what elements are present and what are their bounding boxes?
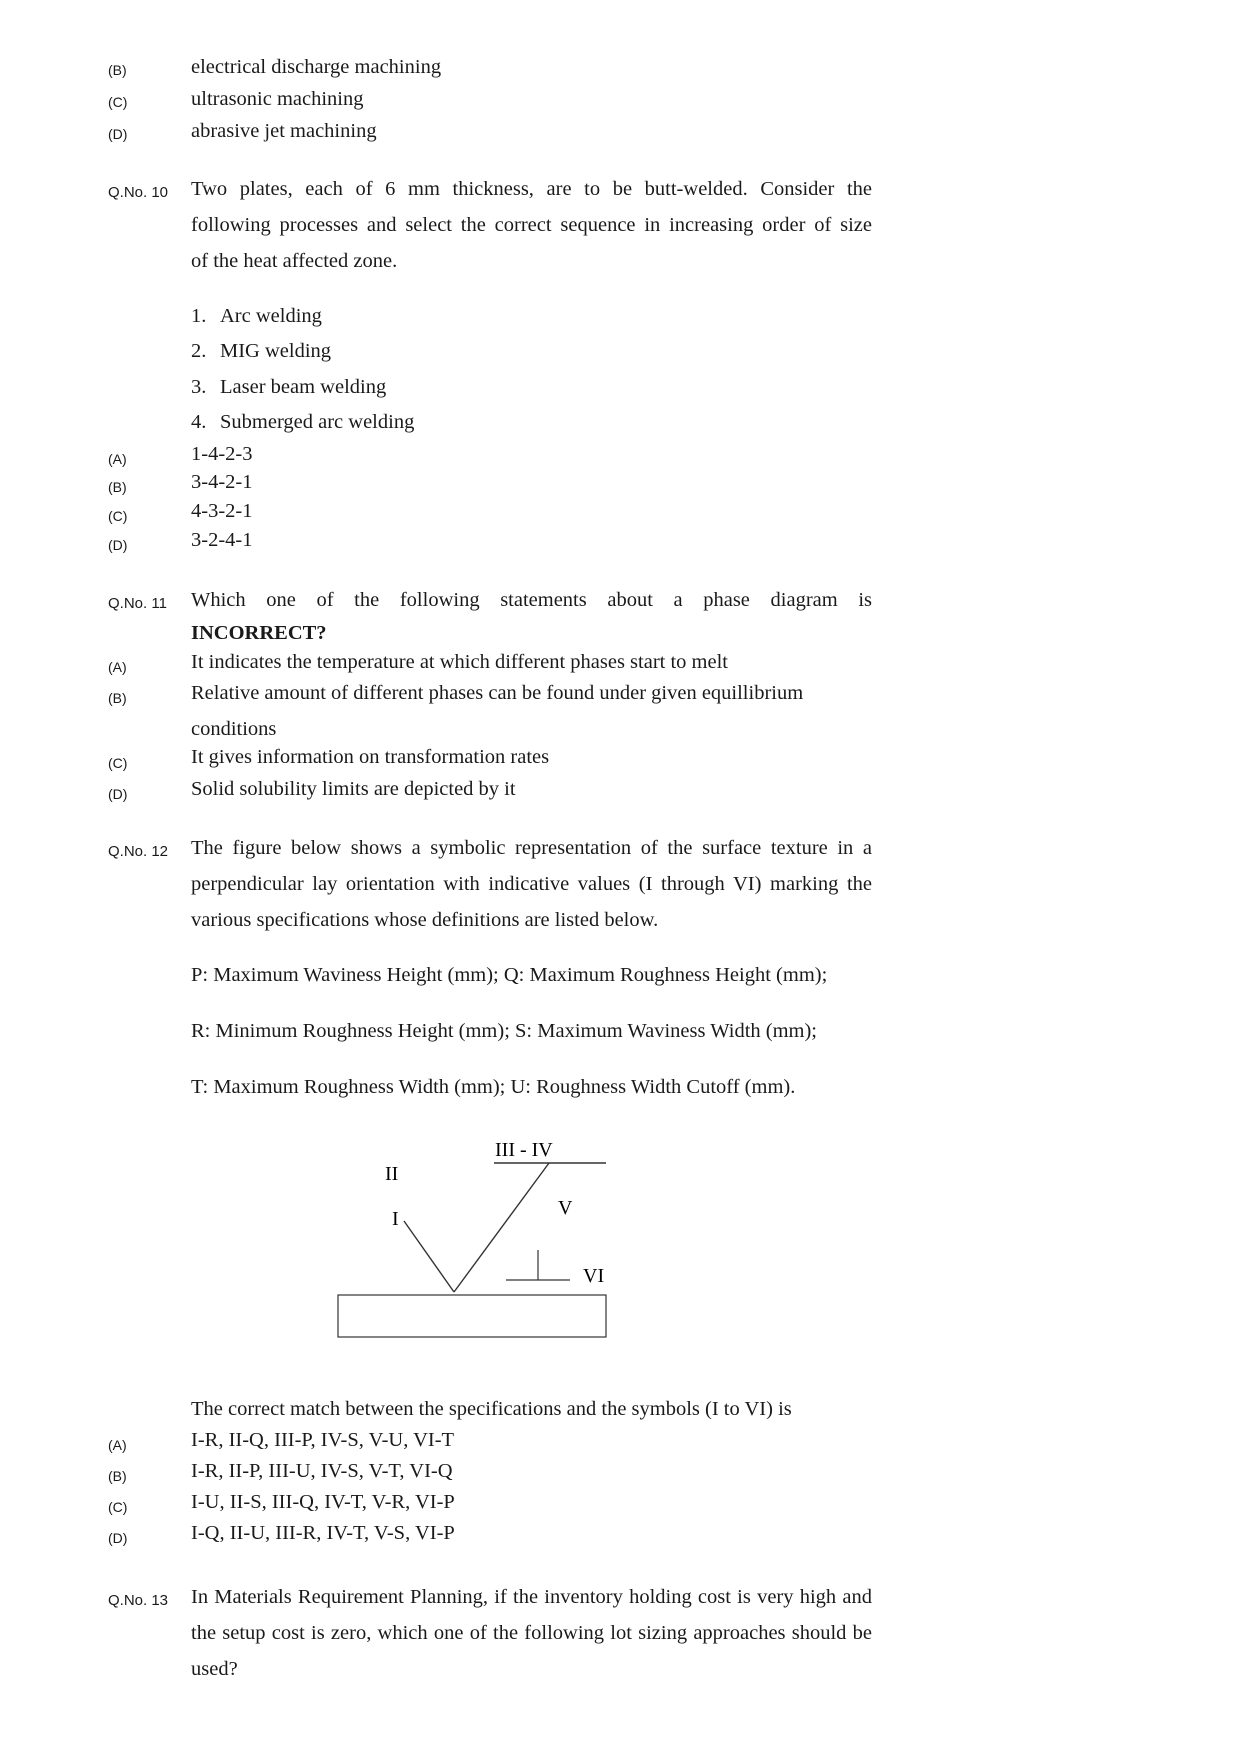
- question-text-line: In Materials Requirement Planning, if the inventory holding cost is very high and: [191, 1586, 872, 1608]
- list-item: [191, 411, 414, 434]
- option-text: I-U, II-S, III-Q, IV-T, V-R, VI-P: [191, 1491, 455, 1513]
- figure-label-vi: VI: [583, 1265, 605, 1287]
- question-text-line: used?: [191, 1658, 238, 1680]
- option-text: 4-3-2-1: [191, 500, 253, 522]
- option-text: electrical discharge machining: [191, 56, 442, 78]
- option-text: 3-2-4-1: [191, 529, 253, 551]
- list-item-number: 1.: [191, 305, 207, 327]
- figure-label-iii-iv: III - IV: [495, 1139, 553, 1161]
- option-label: (C): [108, 1499, 128, 1515]
- question-text-line: The figure below shows a symbolic representation of the surface texture in a: [191, 837, 872, 859]
- question-text-line: Which one of the following statements about a phase diagram is: [191, 589, 872, 611]
- question-number: Q.No. 12: [108, 843, 169, 860]
- option-label: (D): [108, 126, 128, 142]
- option-label: (A): [108, 659, 127, 675]
- option-text-continued: conditions: [191, 718, 277, 740]
- list-item: [191, 305, 322, 328]
- option-label: (B): [108, 62, 127, 78]
- option-label: (B): [108, 479, 127, 495]
- list-item-number: 2.: [191, 340, 207, 362]
- question-emphasis: INCORRECT?: [191, 622, 327, 644]
- definition-line: R: Minimum Roughness Height (mm); S: Maximum Waviness Width (mm);: [191, 1020, 818, 1042]
- match-prompt: The correct match between the specifications and the symbols (I to VI) is: [191, 1398, 792, 1420]
- option-text: I-R, II-P, III-U, IV-S, V-T, VI-Q: [191, 1460, 453, 1482]
- list-item-text: Arc welding: [220, 305, 322, 327]
- option-text: It gives information on transformation rates: [191, 746, 550, 768]
- figure-label-v: V: [558, 1197, 573, 1219]
- question-text-line: following processes and select the correct sequence in increasing order of size: [191, 214, 872, 236]
- option-label: (D): [108, 1530, 128, 1546]
- symbol-short-leg: [404, 1221, 454, 1292]
- option-label: (A): [108, 1437, 127, 1453]
- symbol-long-leg: [454, 1163, 549, 1292]
- definition-line: P: Maximum Waviness Height (mm); Q: Maximum Roughness Height (mm);: [191, 964, 828, 986]
- option-text: It indicates the temperature at which different phases start to melt: [191, 651, 728, 673]
- option-label: (D): [108, 537, 128, 553]
- option-label: (A): [108, 451, 127, 467]
- list-item-text: Laser beam welding: [220, 376, 387, 398]
- question-number: Q.No. 10: [108, 184, 169, 201]
- question-text-line: various specifications whose definitions are listed below.: [191, 909, 659, 931]
- question-number: Q.No. 13: [108, 1592, 169, 1609]
- option-label: (D): [108, 786, 128, 802]
- list-item-text: Submerged arc welding: [220, 411, 415, 433]
- list-item-number: 4.: [191, 411, 207, 433]
- figure-label-ii: II: [385, 1163, 399, 1185]
- option-label: (B): [108, 690, 127, 706]
- option-label: (C): [108, 508, 128, 524]
- option-text: Solid solubility limits are depicted by it: [191, 778, 516, 800]
- option-text: I-R, II-Q, III-P, IV-S, V-U, VI-T: [191, 1429, 455, 1451]
- option-label: (C): [108, 755, 128, 771]
- list-item-number: 3.: [191, 376, 207, 398]
- list-item-text: MIG welding: [220, 340, 332, 362]
- question-number: Q.No. 11: [108, 595, 167, 612]
- option-text: Relative amount of different phases can be found under given equillibrium: [191, 682, 804, 704]
- option-text: ultrasonic machining: [191, 88, 364, 110]
- option-label: (B): [108, 1468, 127, 1484]
- question-text-line: Two plates, each of 6 mm thickness, are to be butt-welded. Consider the: [191, 178, 872, 200]
- question-text-line: of the heat affected zone.: [191, 250, 398, 272]
- surface-block: [338, 1295, 606, 1337]
- list-item: [191, 340, 331, 363]
- option-text: I-Q, II-U, III-R, IV-T, V-S, VI-P: [191, 1522, 455, 1544]
- question-text-line: perpendicular lay orientation with indicative values (I through VI) marking the: [191, 873, 872, 895]
- option-label: (C): [108, 94, 128, 110]
- option-text: 3-4-2-1: [191, 471, 253, 493]
- option-text: abrasive jet machining: [191, 120, 377, 142]
- surface-texture-symbol-figure: [300, 1120, 640, 1350]
- list-item: [191, 376, 386, 399]
- option-text: 1-4-2-3: [191, 443, 253, 465]
- question-text-line: the setup cost is zero, which one of the following lot sizing approaches should be: [191, 1622, 872, 1644]
- definition-line: T: Maximum Roughness Width (mm); U: Roughness Width Cutoff (mm).: [191, 1076, 796, 1098]
- figure-label-i: I: [392, 1208, 399, 1230]
